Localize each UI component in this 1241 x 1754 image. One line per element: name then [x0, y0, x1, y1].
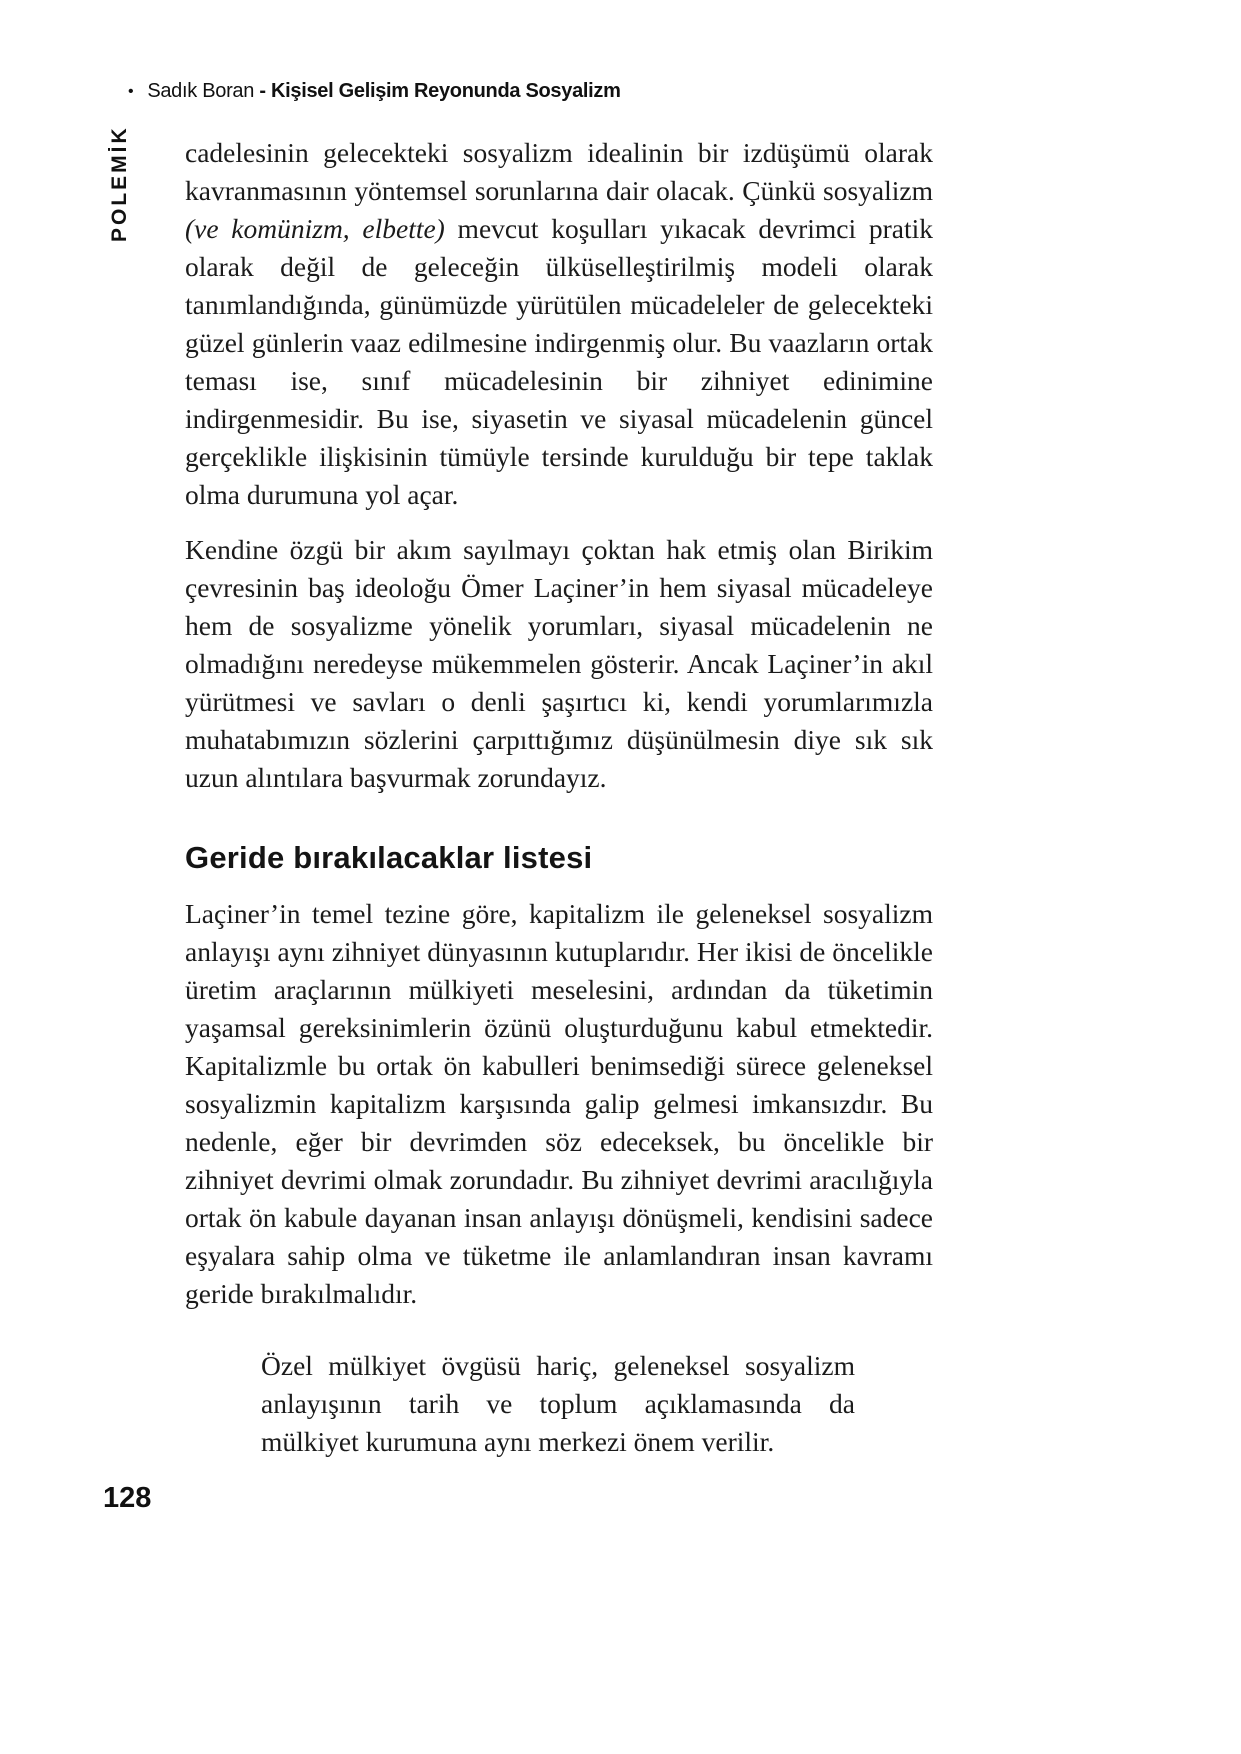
- header-bullet-icon: •: [128, 83, 134, 100]
- page-number: 128: [103, 1482, 152, 1514]
- paragraph-3: Laçiner’in temel tezine göre, kapitalizm ile geleneksel sosyalizm anlayışı aynı zihniyet dünyasının kutuplarıdır. Her ikisi de öncelikle üretim araçlarının mülkiyeti meselesini, ardından da tüketimin yaşamsal gereksinimlerin özünü oluşturduğunu kabul etmektedir. Kapitalizmle bu ortak ön kabulleri benimsediği sürece geleneksel sosyalizmin kapitalizm karşısında galip gelmesi imkansızdır. Bu nedenle, eğer bir devrimden söz edeceksek, bu öncelikle bir zihniyet devrimi olmak zorundadır. Bu zihniyet devrimi aracılığıyla ortak ön kabule dayanan insan anlayışı dönüşmeli, kendisini sadece eşyalara sahip olma ve tüketme ile anlamlandıran insan kavramı geride bırakılmalıdır.: [185, 898, 933, 1309]
- paragraph-2: Kendine özgü bir akım sayılmayı çoktan hak etmiş olan Birikim çevresinin baş ideoloğu Ömer Laçiner’in hem siyasal mücadeleye hem de sosyalizme yönelik yorumları, siyasal mücadelenin ne olmadığını neredeyse mükemmelen gösterir. Ancak Laçiner’in akıl yürütmesi ve savları o denli şaşırtıcı ki, kendi yorumlarımızla muhatabımızın sözlerini çarpıttığımız düşünülmesin diye sık sık uzun alıntılara başvurmak zorundayız.: [185, 534, 933, 793]
- paragraph-1-italic: (ve komünizm, elbette): [185, 213, 445, 244]
- header-author: Sadık Boran: [147, 80, 255, 102]
- section-heading: Geride bırakılacaklar listesi: [185, 840, 593, 875]
- header-book-title: Kişisel Gelişim Reyonunda Sosyalizm: [270, 80, 621, 102]
- paragraph-1: [185, 134, 933, 514]
- margin-vertical-label: POLEMİK: [108, 125, 131, 242]
- running-header: [128, 80, 621, 103]
- header-separator: -: [254, 80, 271, 102]
- blockquote: Özel mülkiyet övgüsü hariç, geleneksel sosyalizm anlayışının tarih ve toplum açıklamasında da mülkiyet kurumuna aynı merkezi önem verilir.: [261, 1350, 855, 1457]
- paragraph-1-text-b: mevcut koşulları yıkacak devrimci pratik olarak değil de geleceğin ülküselleştirilmiş modeli olarak tanımlandığında, günümüzde yürütülen mücadeleler de gelecekteki güzel günlerin vaaz edilmesine indirgenmiş olur. Bu vaazların ortak teması ise, sınıf mücadelesinin bir zihniyet edinimine indirgenmesidir. Bu ise, siyasetin ve siyasal mücadelenin güncel gerçeklikle ilişkisinin tümüyle tersinde kurulduğu bir tepe taklak olma durumuna yol açar.: [185, 213, 933, 510]
- paragraph-1-text-a: cadelesinin gelecekteki sosyalizm idealinin bir izdüşümü olarak kavranmasının yöntemsel sorunlarına dair olacak. Çünkü sosyalizm: [185, 137, 933, 206]
- page-body: [185, 134, 933, 1461]
